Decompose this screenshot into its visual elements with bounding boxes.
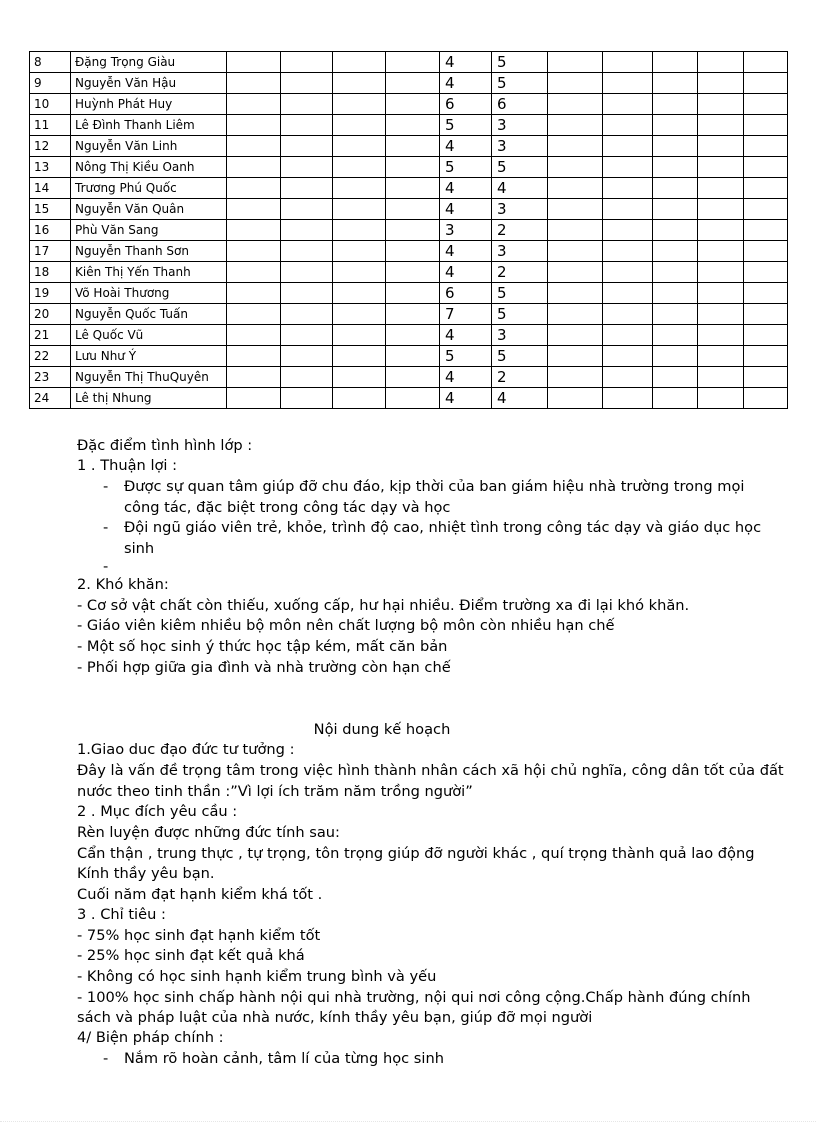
- row-number-cell: 18: [30, 262, 71, 283]
- empty-cell: [603, 52, 653, 73]
- empty-cell: [281, 304, 333, 325]
- empty-cell: [333, 178, 386, 199]
- empty-cell: [744, 262, 788, 283]
- empty-cell: [603, 388, 653, 409]
- empty-cell: [548, 220, 603, 241]
- score-cell: 3: [492, 199, 548, 220]
- empty-cell: [227, 262, 281, 283]
- empty-cell: [698, 241, 744, 262]
- student-name-cell: Lê Quốc Vũ: [71, 325, 227, 346]
- empty-cell: [227, 346, 281, 367]
- empty-cell: [603, 325, 653, 346]
- empty-cell: [281, 388, 333, 409]
- table-row: [30, 262, 788, 283]
- score-cell: 5: [492, 346, 548, 367]
- empty-cell: [698, 178, 744, 199]
- student-name-cell: Nguyễn Văn Hậu: [71, 73, 227, 94]
- empty-cell: [333, 94, 386, 115]
- score-cell: 2: [492, 220, 548, 241]
- empty-cell: [653, 52, 698, 73]
- empty-cell: [386, 73, 440, 94]
- empty-cell: [281, 346, 333, 367]
- empty-cell: [653, 241, 698, 262]
- empty-cell: [548, 283, 603, 304]
- target-item: - 25% học sinh đạt kết quả khá: [77, 947, 305, 964]
- table-row: [30, 304, 788, 325]
- empty-cell: [227, 304, 281, 325]
- empty-cell: [548, 52, 603, 73]
- table-row: [30, 283, 788, 304]
- bullet-dash: -: [103, 519, 109, 536]
- row-number-cell: 9: [30, 73, 71, 94]
- empty-cell: [698, 262, 744, 283]
- empty-cell: [386, 115, 440, 136]
- empty-cell: [698, 388, 744, 409]
- table-row: [30, 241, 788, 262]
- score-cell: 5: [440, 115, 492, 136]
- empty-cell: [548, 346, 603, 367]
- score-cell: 2: [492, 262, 548, 283]
- student-name-cell: Trương Phú Quốc: [71, 178, 227, 199]
- empty-cell: [386, 367, 440, 388]
- empty-cell: [281, 115, 333, 136]
- empty-cell: [333, 367, 386, 388]
- target-item: - Không có học sinh hạnh kiểm trung bình và yếu: [77, 968, 437, 985]
- empty-cell: [281, 241, 333, 262]
- empty-cell: [653, 304, 698, 325]
- empty-cell: [653, 136, 698, 157]
- section-1-title: 1.Giao duc đạo đức tư tưởng :: [77, 741, 295, 758]
- score-cell: 3: [492, 325, 548, 346]
- empty-cell: [227, 178, 281, 199]
- score-cell: 5: [440, 157, 492, 178]
- row-number-cell: 19: [30, 283, 71, 304]
- score-cell: 5: [492, 73, 548, 94]
- row-number-cell: 17: [30, 241, 71, 262]
- empty-cell: [744, 388, 788, 409]
- empty-cell: [698, 199, 744, 220]
- empty-cell: [603, 136, 653, 157]
- empty-cell: [744, 283, 788, 304]
- empty-cell: [333, 346, 386, 367]
- empty-cell: [603, 241, 653, 262]
- score-cell: 3: [492, 115, 548, 136]
- empty-cell: [744, 157, 788, 178]
- empty-cell: [386, 346, 440, 367]
- empty-cell: [548, 136, 603, 157]
- measure-item: Nắm rõ hoàn cảnh, tâm lí của từng học sinh: [124, 1050, 444, 1067]
- empty-cell: [698, 346, 744, 367]
- difficulties-title: 2. Khó khăn:: [77, 576, 169, 593]
- difficulty-item: - Một số học sinh ý thức học tập kém, mất căn bản: [77, 638, 448, 655]
- empty-cell: [548, 262, 603, 283]
- empty-cell: [227, 325, 281, 346]
- empty-cell: [603, 157, 653, 178]
- row-number-cell: 20: [30, 304, 71, 325]
- empty-cell: [603, 94, 653, 115]
- empty-cell: [281, 157, 333, 178]
- empty-cell: [333, 220, 386, 241]
- score-cell: 5: [492, 52, 548, 73]
- empty-cell: [653, 115, 698, 136]
- empty-cell: [386, 52, 440, 73]
- table-row: [30, 73, 788, 94]
- score-cell: 4: [440, 241, 492, 262]
- target-item: - 100% học sinh chấp hành nội qui nhà trường, nội qui nơi công cộng.Chấp hành đúng chính: [77, 989, 751, 1006]
- empty-cell: [386, 304, 440, 325]
- situation-heading: Đặc điểm tình hình lớp :: [77, 437, 253, 454]
- table-row: [30, 52, 788, 73]
- empty-cell: [653, 262, 698, 283]
- empty-cell: [333, 262, 386, 283]
- empty-cell: [744, 52, 788, 73]
- empty-cell: [333, 199, 386, 220]
- empty-cell: [333, 241, 386, 262]
- score-cell: 4: [440, 199, 492, 220]
- empty-cell: [698, 136, 744, 157]
- empty-cell: [653, 199, 698, 220]
- empty-cell: [653, 346, 698, 367]
- empty-cell: [333, 304, 386, 325]
- section-3-title: 3 . Chỉ tiêu :: [77, 906, 166, 923]
- empty-cell: [386, 94, 440, 115]
- score-cell: 4: [440, 367, 492, 388]
- empty-cell: [698, 94, 744, 115]
- score-cell: 4: [440, 73, 492, 94]
- student-table-body: [30, 52, 788, 409]
- empty-cell: [281, 136, 333, 157]
- empty-cell: [281, 325, 333, 346]
- student-name-cell: Phù Văn Sang: [71, 220, 227, 241]
- row-number-cell: 12: [30, 136, 71, 157]
- empty-cell: [548, 304, 603, 325]
- empty-cell: [744, 304, 788, 325]
- empty-cell: [744, 178, 788, 199]
- empty-cell: [653, 94, 698, 115]
- row-number-cell: 21: [30, 325, 71, 346]
- empty-cell: [603, 199, 653, 220]
- empty-cell: [386, 199, 440, 220]
- row-number-cell: 15: [30, 199, 71, 220]
- empty-cell: [227, 199, 281, 220]
- row-number-cell: 22: [30, 346, 71, 367]
- empty-cell: [548, 157, 603, 178]
- empty-cell: [386, 241, 440, 262]
- empty-cell: [548, 115, 603, 136]
- empty-cell: [603, 262, 653, 283]
- section-2-text: Kính thầy yêu bạn.: [77, 865, 215, 882]
- score-cell: 4: [440, 388, 492, 409]
- empty-cell: [698, 325, 744, 346]
- empty-cell: [548, 178, 603, 199]
- table-row: [30, 157, 788, 178]
- row-number-cell: 13: [30, 157, 71, 178]
- empty-cell: [333, 115, 386, 136]
- score-cell: 5: [492, 283, 548, 304]
- score-cell: 5: [492, 157, 548, 178]
- student-name-cell: Võ Hoài Thương: [71, 283, 227, 304]
- target-item: sách và pháp luật của nhà nước, kính thầy yêu bạn, giúp đỡ mọi người: [77, 1009, 593, 1026]
- score-cell: 2: [492, 367, 548, 388]
- empty-cell: [653, 220, 698, 241]
- empty-cell: [548, 199, 603, 220]
- empty-cell: [227, 115, 281, 136]
- empty-cell: [698, 220, 744, 241]
- row-number-cell: 11: [30, 115, 71, 136]
- table-row: [30, 367, 788, 388]
- score-cell: 4: [440, 136, 492, 157]
- student-name-cell: Nguyễn Quốc Tuấn: [71, 304, 227, 325]
- empty-cell: [386, 325, 440, 346]
- empty-cell: [227, 136, 281, 157]
- empty-cell: [386, 262, 440, 283]
- empty-cell: [333, 325, 386, 346]
- difficulty-item: - Cơ sở vật chất còn thiếu, xuống cấp, hư hại nhiều. Điểm trường xa đi lại khó khăn.: [77, 597, 690, 614]
- empty-cell: [744, 220, 788, 241]
- score-cell: 5: [492, 304, 548, 325]
- empty-cell: [548, 388, 603, 409]
- empty-cell: [281, 262, 333, 283]
- empty-cell: [653, 367, 698, 388]
- empty-cell: [653, 283, 698, 304]
- empty-cell: [603, 115, 653, 136]
- empty-cell: [227, 220, 281, 241]
- empty-cell: [227, 52, 281, 73]
- empty-cell: [698, 157, 744, 178]
- empty-cell: [333, 283, 386, 304]
- table-row: [30, 94, 788, 115]
- table-row: [30, 346, 788, 367]
- empty-cell: [333, 388, 386, 409]
- section-2-text: Cẩn thận , trung thực , tự trọng, tôn trọng giúp đỡ người khác , quí trọng thành quả lao động: [77, 845, 755, 862]
- empty-cell: [227, 388, 281, 409]
- empty-cell: [333, 73, 386, 94]
- student-name-cell: Lê Đình Thanh Liêm: [71, 115, 227, 136]
- score-cell: 6: [492, 94, 548, 115]
- empty-cell: [548, 367, 603, 388]
- empty-cell: [698, 367, 744, 388]
- empty-cell: [227, 241, 281, 262]
- section-1-text: nước theo tinh thần :”Vì lợi ích trăm năm trồng người”: [77, 783, 473, 800]
- empty-cell: [333, 52, 386, 73]
- empty-cell: [744, 241, 788, 262]
- row-number-cell: 23: [30, 367, 71, 388]
- empty-cell: [698, 283, 744, 304]
- empty-cell: [281, 283, 333, 304]
- empty-cell: [281, 367, 333, 388]
- empty-cell: [603, 283, 653, 304]
- section-2-text: Rèn luyện được những đức tính sau:: [77, 824, 340, 841]
- table-row: [30, 220, 788, 241]
- score-cell: 5: [440, 346, 492, 367]
- empty-cell: [227, 283, 281, 304]
- empty-cell: [281, 220, 333, 241]
- empty-cell: [698, 115, 744, 136]
- score-cell: 4: [440, 178, 492, 199]
- empty-cell: [744, 136, 788, 157]
- empty-cell: [744, 73, 788, 94]
- empty-cell: [653, 73, 698, 94]
- empty-cell: [744, 199, 788, 220]
- empty-cell: [227, 367, 281, 388]
- empty-cell: [333, 136, 386, 157]
- score-cell: 3: [492, 241, 548, 262]
- empty-cell: [603, 367, 653, 388]
- score-cell: 7: [440, 304, 492, 325]
- empty-cell: [281, 178, 333, 199]
- empty-cell: [386, 220, 440, 241]
- page-bottom-edge: [0, 1121, 816, 1122]
- row-number-cell: 10: [30, 94, 71, 115]
- empty-cell: [333, 157, 386, 178]
- empty-cell: [653, 388, 698, 409]
- empty-cell: [603, 304, 653, 325]
- empty-cell: [281, 52, 333, 73]
- empty-cell: [603, 346, 653, 367]
- row-number-cell: 16: [30, 220, 71, 241]
- student-name-cell: Nông Thị Kiều Oanh: [71, 157, 227, 178]
- empty-cell: [227, 157, 281, 178]
- score-cell: 3: [440, 220, 492, 241]
- table-row: [30, 115, 788, 136]
- student-name-cell: Lưu Như Ý: [71, 346, 227, 367]
- difficulty-item: - Phối hợp giữa gia đình và nhà trường còn hạn chế: [77, 659, 451, 676]
- table-row: [30, 136, 788, 157]
- student-name-cell: Nguyễn Văn Quân: [71, 199, 227, 220]
- empty-cell: [227, 94, 281, 115]
- score-cell: 6: [440, 94, 492, 115]
- section-4-title: 4/ Biện pháp chính :: [77, 1029, 224, 1046]
- empty-cell: [698, 52, 744, 73]
- student-name-cell: Nguyễn Thị ThuQuyên: [71, 367, 227, 388]
- empty-cell: [698, 304, 744, 325]
- student-table: [29, 51, 788, 409]
- empty-cell: [698, 73, 744, 94]
- section-1-text: Đây là vấn đề trọng tâm trong việc hình thành nhân cách xã hội chủ nghĩa, công dân tốt của đất: [77, 762, 784, 779]
- empty-cell: [653, 178, 698, 199]
- empty-cell: [603, 73, 653, 94]
- advantage-item: Được sự quan tâm giúp đỡ chu đáo, kịp thời của ban giám hiệu nhà trường trong mọi công tác, đặc biệt trong công tác dạy và học: [124, 478, 745, 516]
- score-cell: 4: [492, 178, 548, 199]
- empty-cell: [281, 199, 333, 220]
- empty-cell: [227, 73, 281, 94]
- section-2-text: Cuối năm đạt hạnh kiểm khá tốt .: [77, 886, 323, 903]
- score-cell: 6: [440, 283, 492, 304]
- score-cell: 4: [440, 52, 492, 73]
- score-cell: 4: [440, 325, 492, 346]
- student-name-cell: Đặng Trọng Giàu: [71, 52, 227, 73]
- empty-cell: [386, 157, 440, 178]
- row-number-cell: 8: [30, 52, 71, 73]
- empty-cell: [653, 325, 698, 346]
- difficulty-item: - Giáo viên kiêm nhiều bộ môn nên chất lượng bộ môn còn nhiều hạn chế: [77, 617, 615, 634]
- empty-cell: [281, 73, 333, 94]
- empty-cell: [653, 157, 698, 178]
- empty-cell: [744, 346, 788, 367]
- empty-cell: [386, 136, 440, 157]
- empty-cell: [386, 178, 440, 199]
- student-name-cell: Huỳnh Phát Huy: [71, 94, 227, 115]
- empty-cell: [386, 283, 440, 304]
- empty-cell: [744, 325, 788, 346]
- target-item: - 75% học sinh đạt hạnh kiểm tốt: [77, 927, 321, 944]
- advantages-title: 1 . Thuận lợi :: [77, 457, 178, 474]
- empty-cell: [386, 388, 440, 409]
- student-name-cell: Lê thị Nhung: [71, 388, 227, 409]
- empty-cell: [548, 94, 603, 115]
- row-number-cell: 24: [30, 388, 71, 409]
- row-number-cell: 14: [30, 178, 71, 199]
- table-row: [30, 325, 788, 346]
- table-row: [30, 199, 788, 220]
- empty-cell: [744, 94, 788, 115]
- score-cell: 3: [492, 136, 548, 157]
- score-cell: 4: [440, 262, 492, 283]
- table-row: [30, 178, 788, 199]
- advantage-item: Đội ngũ giáo viên trẻ, khỏe, trình độ cao, nhiệt tình trong công tác dạy và giáo dục học sinh: [124, 519, 762, 557]
- empty-cell: [548, 241, 603, 262]
- score-cell: 4: [492, 388, 548, 409]
- plan-title: Nội dung kế hoạch: [313, 721, 451, 738]
- empty-cell: [744, 367, 788, 388]
- empty-bullet-dash: -: [103, 558, 109, 575]
- empty-cell: [548, 325, 603, 346]
- student-name-cell: Kiên Thị Yến Thanh: [71, 262, 227, 283]
- empty-cell: [548, 73, 603, 94]
- student-name-cell: Nguyễn Văn Linh: [71, 136, 227, 157]
- bullet-dash: -: [103, 1050, 109, 1067]
- empty-cell: [603, 220, 653, 241]
- section-2-title: 2 . Mục đích yêu cầu :: [77, 803, 238, 820]
- empty-cell: [281, 94, 333, 115]
- student-name-cell: Nguyễn Thanh Sơn: [71, 241, 227, 262]
- table-row: [30, 388, 788, 409]
- empty-cell: [744, 115, 788, 136]
- bullet-dash: -: [103, 478, 109, 495]
- empty-cell: [603, 178, 653, 199]
